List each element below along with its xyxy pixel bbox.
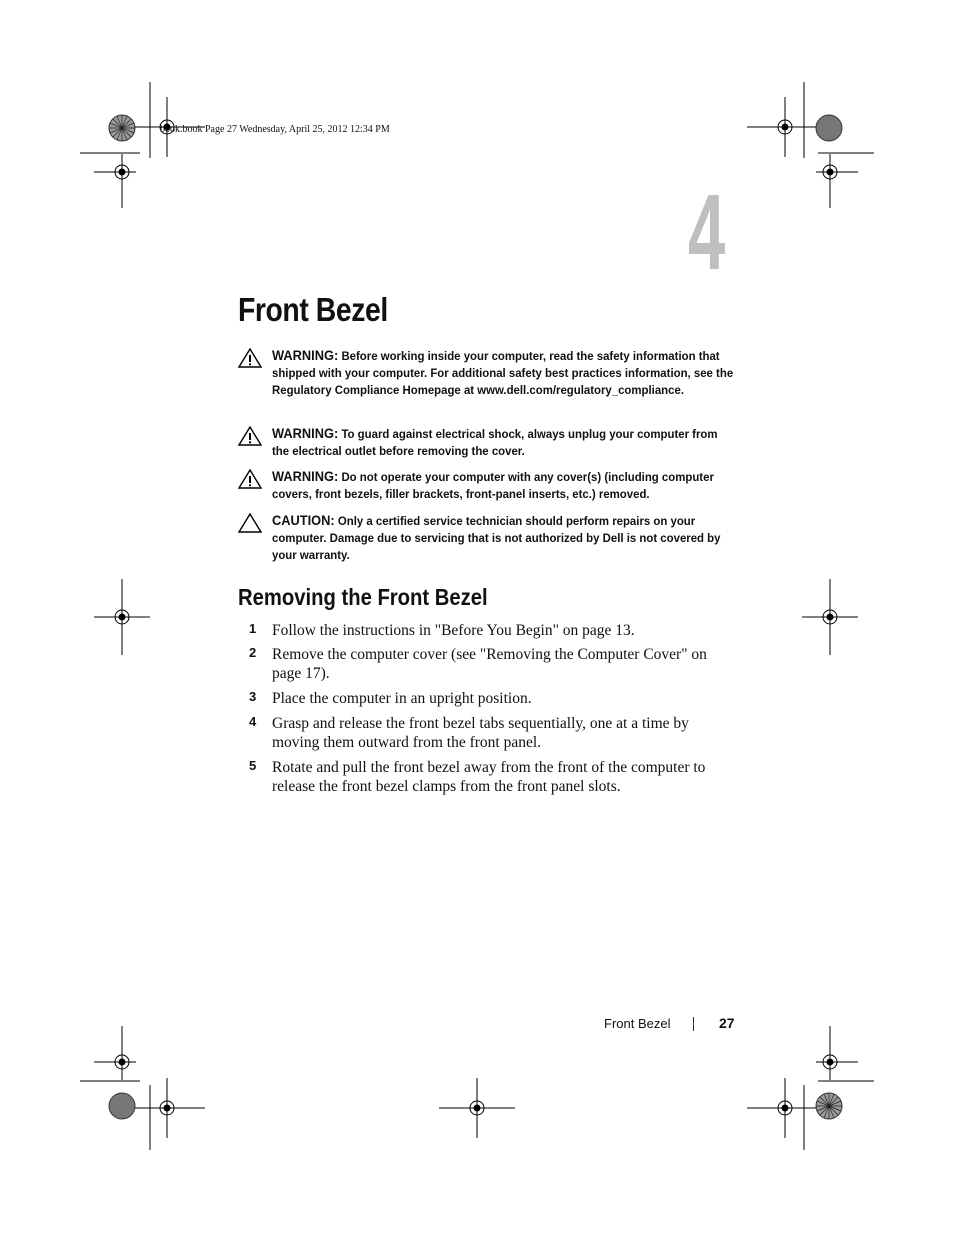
step-item [249, 645, 739, 683]
page-number: 27 [719, 1015, 735, 1031]
step-number: 5 [249, 758, 257, 773]
step-text: Rotate and pull the front bezel away from the front of the computer to release the front bezel clamps from the front panel slots. [272, 759, 706, 795]
chapter-title: Front Bezel [238, 291, 388, 328]
footer-title: Front Bezel [604, 1016, 671, 1031]
caution-icon [238, 513, 262, 533]
warning-icon [238, 426, 262, 446]
notice-label: CAUTION: [272, 513, 335, 528]
chapter-number: 4 [688, 171, 726, 292]
print-header: book.book Page 27 Wednesday, April 25, 2012 12:34 PM [160, 124, 390, 135]
step-item [249, 689, 739, 708]
step-text: Grasp and release the front bezel tabs sequentially, one at a time by moving them outward from the front panel. [272, 715, 689, 751]
warning-icon [238, 469, 262, 489]
notice-text: Before working inside your computer, read the safety information that shipped with your computer. For additional safety best practices information, see the Regulatory Compliance Homepage at www.dell.com/regulatory_compliance. [272, 349, 734, 397]
step-number: 1 [249, 621, 257, 636]
step-text: Follow the instructions in "Before You Begin" on page 13. [272, 622, 635, 639]
step-text: Remove the computer cover (see "Removing the Computer Cover" on page 17). [272, 646, 707, 682]
warning-notice [238, 347, 738, 399]
section-title: Removing the Front Bezel [238, 584, 488, 610]
step-item [249, 714, 739, 752]
step-number: 2 [249, 645, 257, 660]
warning-notice [238, 468, 738, 503]
footer-separator [693, 1017, 694, 1031]
step-number: 3 [249, 689, 257, 704]
step-number: 4 [249, 714, 257, 729]
step-item [249, 621, 739, 640]
notice-text: Do not operate your computer with any cover(s) (including computer covers, front bezels, filler brackets, front-panel inserts, etc.) removed. [272, 470, 714, 501]
notice-text: Only a certified service technician should perform repairs on your computer. Damage due to servicing that is not authorized by Dell is not covered by your warranty. [272, 514, 721, 562]
notice-text: To guard against electrical shock, always unplug your computer from the electrical outlet before removing the cover. [272, 427, 718, 458]
notice-label: WARNING: [272, 469, 339, 484]
notice-label: WARNING: [272, 348, 339, 363]
caution-notice [238, 512, 738, 564]
step-text: Place the computer in an upright position. [272, 690, 532, 707]
step-item [249, 758, 739, 796]
warning-notice [238, 425, 738, 460]
notice-label: WARNING: [272, 426, 339, 441]
warning-icon [238, 348, 262, 368]
